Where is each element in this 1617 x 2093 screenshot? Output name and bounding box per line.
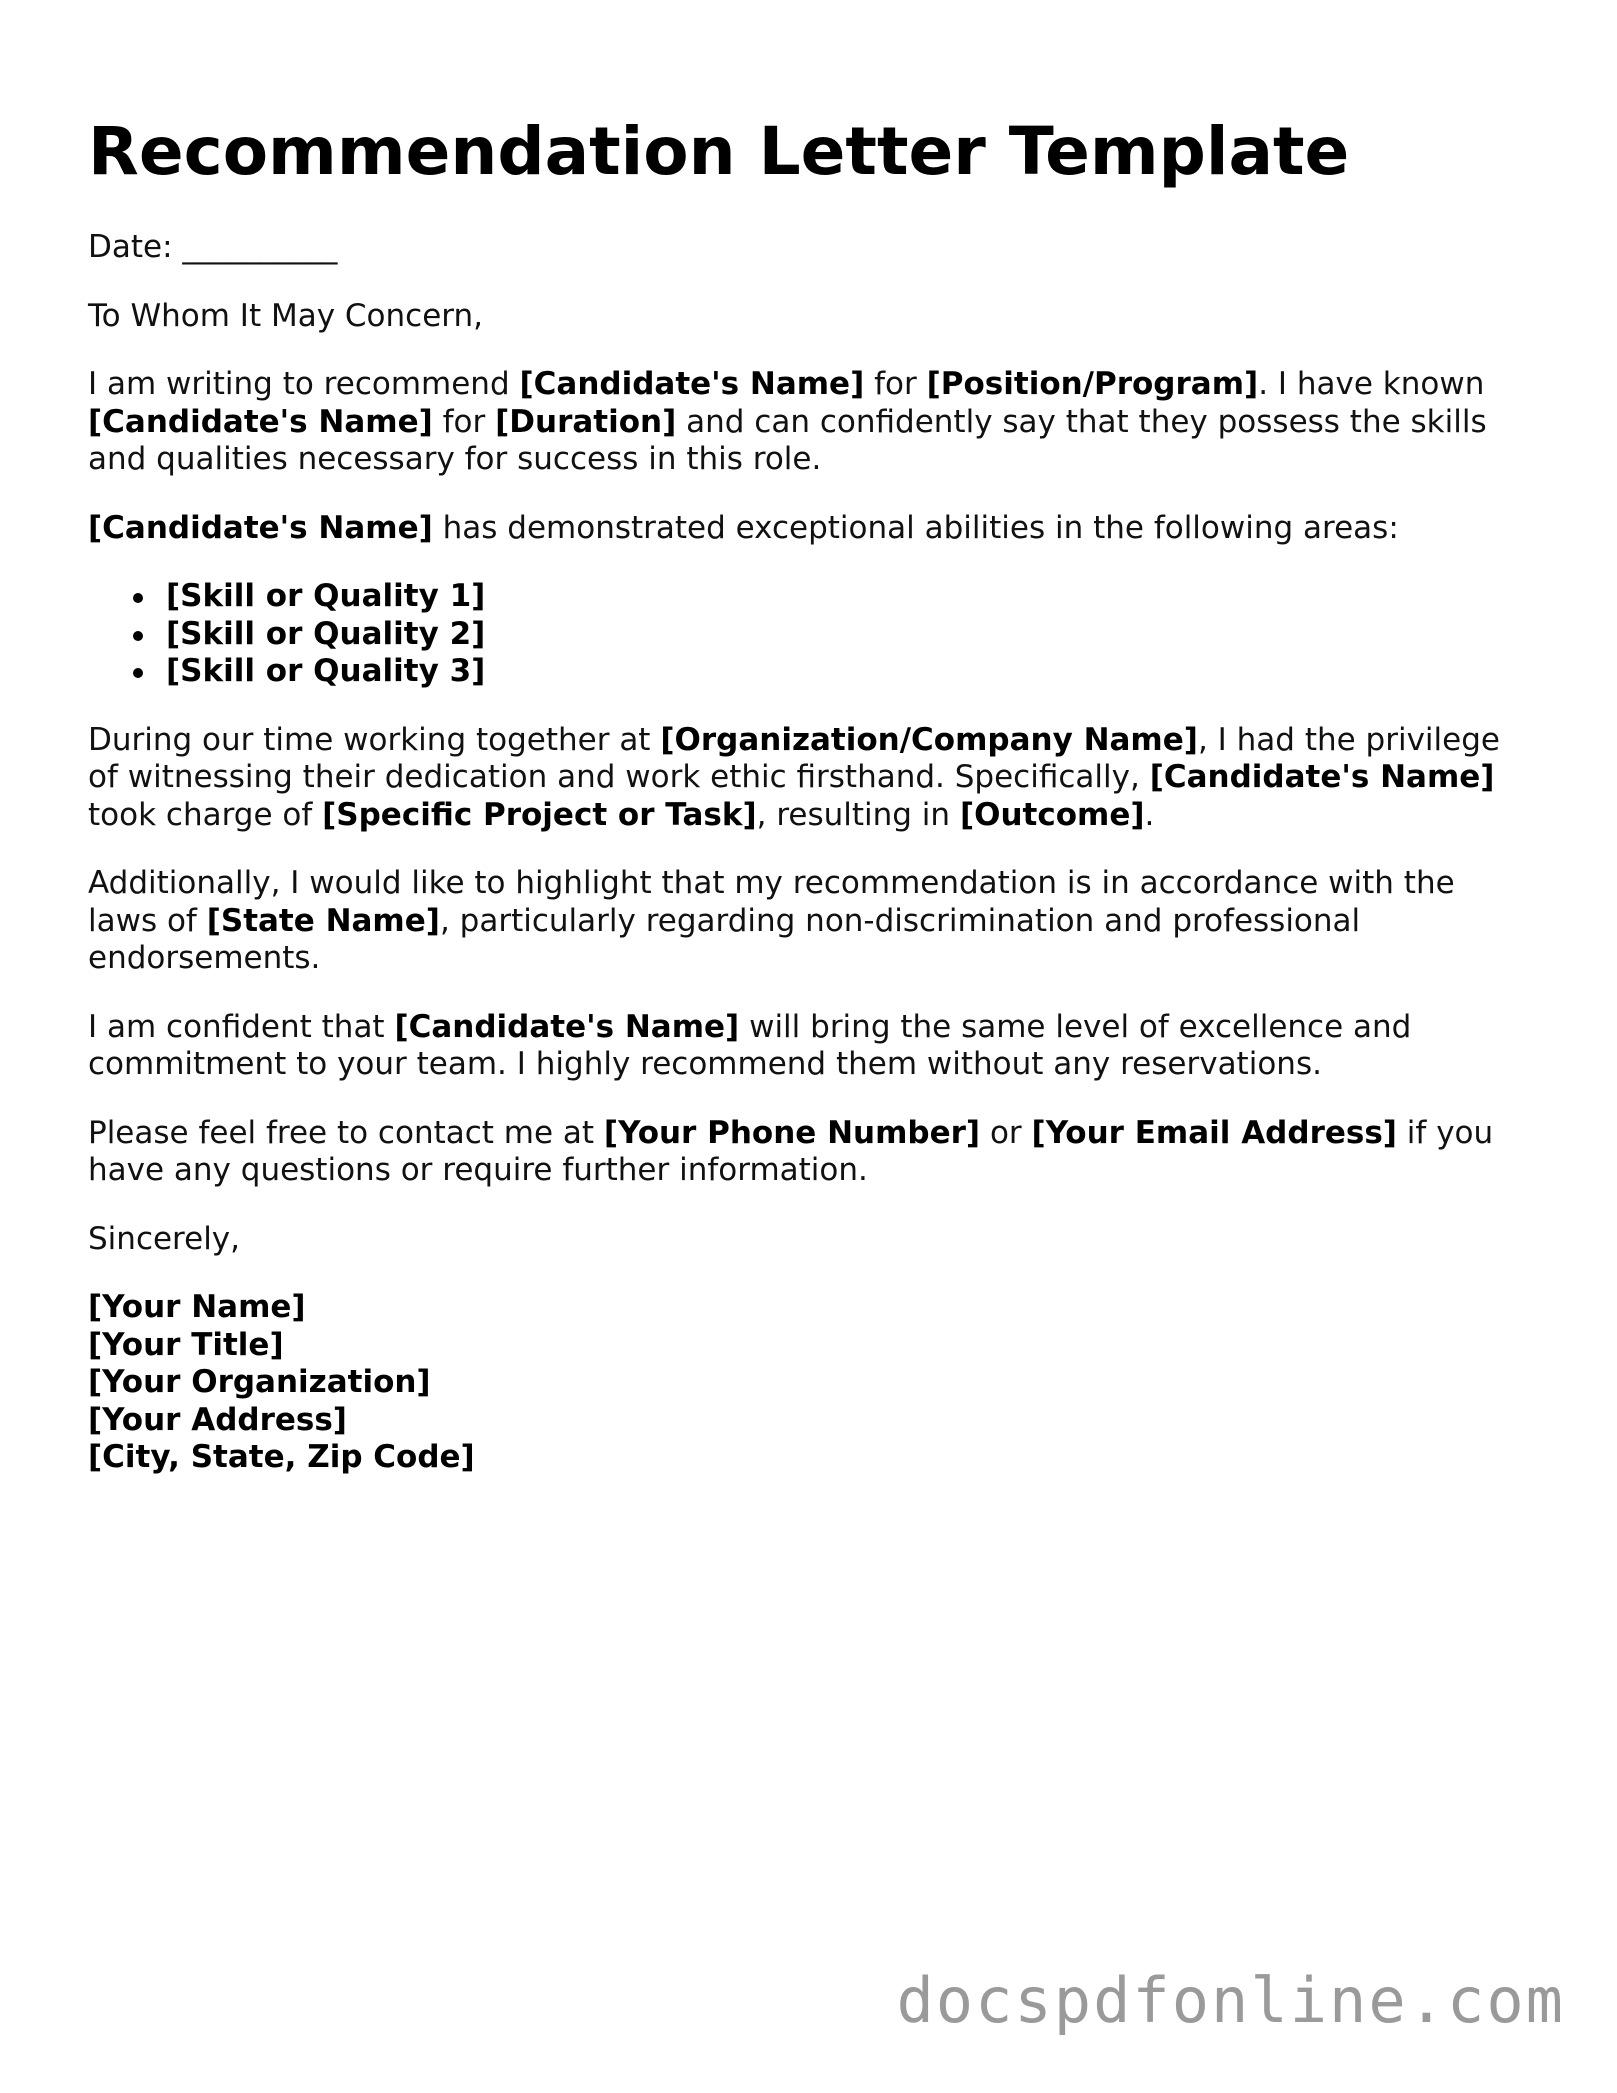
intro-text-1: I am writing to recommend — [88, 366, 520, 402]
candidate-name-placeholder: [Candidate's Name] — [394, 1008, 740, 1045]
confidence-text-2: will bring the same level of excellence and commitment to your team. I highly recommend them without any reservations. — [88, 1008, 1412, 1082]
signature-name: [Your Name] — [88, 1289, 306, 1325]
date-line: Date: __________ — [88, 229, 338, 265]
contact-paragraph — [88, 1115, 1528, 1190]
abilities-intro-text: has demonstrated exceptional abilities in the following areas: — [432, 509, 1399, 546]
signature-organization: [Your Organization] — [88, 1364, 431, 1400]
state-name-placeholder: [State Name] — [206, 902, 440, 939]
intro-text-2: for — [864, 366, 927, 402]
candidate-name-placeholder: [Candidate's Name] — [1149, 759, 1495, 795]
experience-text-4: , resulting in — [756, 796, 960, 833]
phone-placeholder: [Your Phone Number] — [603, 1114, 981, 1151]
outcome-placeholder: [Outcome] — [959, 796, 1145, 833]
confidence-paragraph — [88, 1009, 1528, 1084]
position-placeholder: [Position/Program] — [926, 366, 1259, 402]
duration-placeholder: [Duration] — [495, 403, 677, 440]
experience-text-2: , I had the privilege of witnessing their dedication and work ethic firsthand. Specifically, — [88, 721, 1500, 795]
experience-text-5: . — [1144, 796, 1155, 833]
document-title: Recommendation Letter Template — [88, 113, 1350, 190]
abilities-intro-paragraph — [88, 510, 1528, 548]
candidate-name-placeholder: [Candidate's Name] — [519, 366, 865, 402]
email-placeholder: [Your Email Address] — [1031, 1114, 1397, 1151]
contact-text-1: Please feel free to contact me at — [88, 1114, 604, 1151]
confidence-text-1: I am confident that — [88, 1008, 395, 1045]
signature-title: [Your Title] — [88, 1326, 284, 1363]
intro-paragraph — [88, 366, 1528, 479]
signature-address: [Your Address] — [88, 1401, 347, 1438]
list-item: [Skill or Quality 3] — [88, 653, 1528, 691]
salutation: To Whom It May Concern, — [88, 297, 483, 334]
list-item: [Skill or Quality 1] — [88, 578, 1528, 616]
candidate-name-placeholder: [Candidate's Name] — [88, 509, 433, 546]
legal-text-2: , particularly regarding non-discrimination and professional endorsements. — [88, 902, 1361, 976]
experience-text-1: During our time working together at — [88, 721, 661, 758]
letter-body — [88, 229, 1528, 1477]
signature-block — [88, 1289, 1528, 1477]
project-placeholder: [Specific Project or Task] — [322, 796, 757, 833]
organization-placeholder: [Organization/Company Name] — [660, 721, 1198, 758]
experience-text-3: took charge of — [88, 796, 323, 833]
experience-paragraph — [88, 722, 1528, 835]
list-item: [Skill or Quality 2] — [88, 616, 1528, 654]
contact-text-2: or — [980, 1114, 1032, 1151]
candidate-name-placeholder: [Candidate's Name] — [88, 403, 433, 440]
closing-line: Sincerely, — [88, 1220, 241, 1257]
contact-text-3: if you have any questions or require further information. — [88, 1114, 1494, 1188]
watermark: docspdfonline.com — [896, 1964, 1565, 2037]
intro-text-3: . I have known — [1258, 366, 1485, 402]
legal-text-1: Additionally, I would like to highlight that my recommendation is in accordance with the laws of — [88, 865, 1455, 939]
skills-list — [88, 578, 1528, 691]
legal-paragraph — [88, 865, 1528, 978]
signature-city-state-zip: [City, State, Zip Code] — [88, 1439, 475, 1475]
intro-text-5: and can confidently say that they possess the skills and qualities necessary for success in this role. — [88, 403, 1487, 477]
intro-text-4: for — [432, 403, 496, 440]
